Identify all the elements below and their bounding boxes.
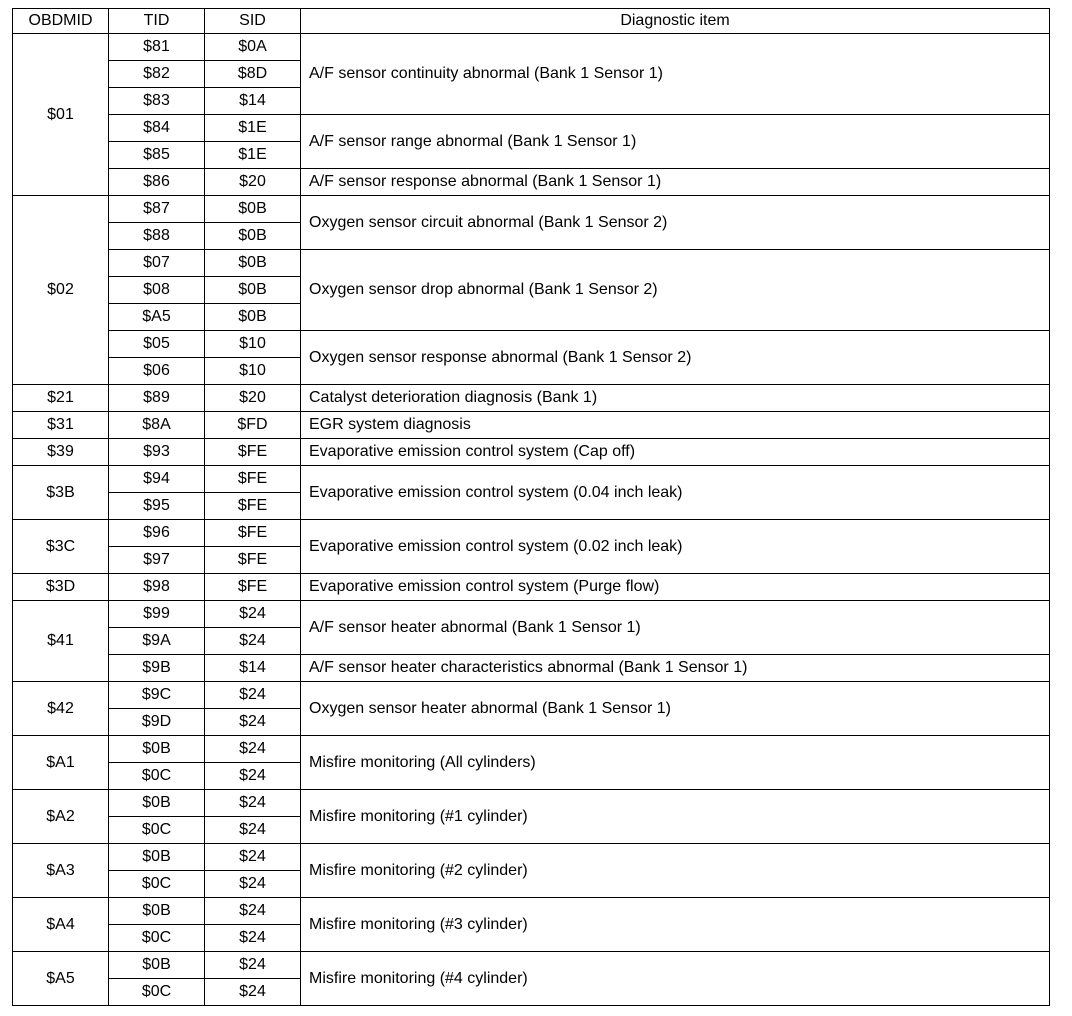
sid-cell: $24 <box>205 871 301 898</box>
diagnostic-item-cell: A/F sensor heater characteristics abnormal (Bank 1 Sensor 1) <box>301 655 1050 682</box>
table-row <box>13 250 1050 277</box>
tid-cell: $86 <box>109 169 205 196</box>
table-row <box>13 34 1050 61</box>
table-row <box>13 790 1050 817</box>
sid-cell: $24 <box>205 709 301 736</box>
sid-cell: $14 <box>205 655 301 682</box>
tid-cell: $0C <box>109 925 205 952</box>
tid-cell: $95 <box>109 493 205 520</box>
tid-cell: $0B <box>109 952 205 979</box>
tid-cell: $0C <box>109 763 205 790</box>
tid-cell: $81 <box>109 34 205 61</box>
table-row <box>13 412 1050 439</box>
header-sid: SID <box>205 9 301 34</box>
tid-cell: $83 <box>109 88 205 115</box>
diagnostic-item-cell: Evaporative emission control system (0.02 inch leak) <box>301 520 1050 574</box>
diagnostic-item-cell: A/F sensor response abnormal (Bank 1 Sensor 1) <box>301 169 1050 196</box>
sid-cell: $FE <box>205 493 301 520</box>
diagnostic-item-cell: Oxygen sensor heater abnormal (Bank 1 Sensor 1) <box>301 682 1050 736</box>
tid-cell: $0C <box>109 979 205 1006</box>
diagnostic-item-cell: Misfire monitoring (#1 cylinder) <box>301 790 1050 844</box>
diagnostic-item-cell: A/F sensor continuity abnormal (Bank 1 Sensor 1) <box>301 34 1050 115</box>
tid-cell: $0B <box>109 790 205 817</box>
diagnostic-item-cell: Oxygen sensor circuit abnormal (Bank 1 Sensor 2) <box>301 196 1050 250</box>
obdmid-cell: $42 <box>13 682 109 736</box>
diagnostic-item-cell: Evaporative emission control system (Purge flow) <box>301 574 1050 601</box>
obdmid-cell: $01 <box>13 34 109 196</box>
obdmid-cell: $41 <box>13 601 109 682</box>
table-row <box>13 736 1050 763</box>
diagnostic-item-cell: Evaporative emission control system (0.04 inch leak) <box>301 466 1050 520</box>
sid-cell: $24 <box>205 763 301 790</box>
obdmid-cell: $3C <box>13 520 109 574</box>
tid-cell: $89 <box>109 385 205 412</box>
diagnostic-item-cell: Evaporative emission control system (Cap off) <box>301 439 1050 466</box>
table-body <box>13 34 1050 1006</box>
tid-cell: $99 <box>109 601 205 628</box>
sid-cell: $1E <box>205 115 301 142</box>
sid-cell: $20 <box>205 385 301 412</box>
tid-cell: $93 <box>109 439 205 466</box>
table-row <box>13 574 1050 601</box>
sid-cell: $24 <box>205 601 301 628</box>
sid-cell: $24 <box>205 952 301 979</box>
sid-cell: $24 <box>205 628 301 655</box>
tid-cell: $05 <box>109 331 205 358</box>
sid-cell: $0B <box>205 277 301 304</box>
table-row <box>13 196 1050 223</box>
tid-cell: $06 <box>109 358 205 385</box>
tid-cell: $84 <box>109 115 205 142</box>
table-row <box>13 169 1050 196</box>
table-row <box>13 682 1050 709</box>
sid-cell: $14 <box>205 88 301 115</box>
header-tid: TID <box>109 9 205 34</box>
diagnostic-item-cell: Oxygen sensor drop abnormal (Bank 1 Sensor 2) <box>301 250 1050 331</box>
obdmid-cell: $A2 <box>13 790 109 844</box>
tid-cell: $82 <box>109 61 205 88</box>
diagnostic-item-cell: EGR system diagnosis <box>301 412 1050 439</box>
tid-cell: $96 <box>109 520 205 547</box>
tid-cell: $9B <box>109 655 205 682</box>
diagnostic-item-cell: A/F sensor heater abnormal (Bank 1 Sensor 1) <box>301 601 1050 655</box>
tid-cell: $9C <box>109 682 205 709</box>
table-row <box>13 115 1050 142</box>
table-row <box>13 466 1050 493</box>
tid-cell: $08 <box>109 277 205 304</box>
table-row <box>13 952 1050 979</box>
obdmid-cell: $A5 <box>13 952 109 1006</box>
tid-cell: $0C <box>109 817 205 844</box>
obdmid-cell: $3B <box>13 466 109 520</box>
sid-cell: $20 <box>205 169 301 196</box>
tid-cell: $0C <box>109 871 205 898</box>
sid-cell: $FE <box>205 439 301 466</box>
sid-cell: $1E <box>205 142 301 169</box>
table-row <box>13 385 1050 412</box>
tid-cell: $98 <box>109 574 205 601</box>
obdmid-cell: $39 <box>13 439 109 466</box>
table-row <box>13 601 1050 628</box>
diagnostic-item-cell: A/F sensor range abnormal (Bank 1 Sensor 1) <box>301 115 1050 169</box>
tid-cell: $87 <box>109 196 205 223</box>
sid-cell: $0B <box>205 196 301 223</box>
obdmid-cell: $A4 <box>13 898 109 952</box>
sid-cell: $FE <box>205 547 301 574</box>
sid-cell: $10 <box>205 358 301 385</box>
obdmid-cell: $A3 <box>13 844 109 898</box>
obdmid-cell: $3D <box>13 574 109 601</box>
diagnostic-item-cell: Catalyst deterioration diagnosis (Bank 1) <box>301 385 1050 412</box>
table-row <box>13 520 1050 547</box>
sid-cell: $24 <box>205 979 301 1006</box>
tid-cell: $9A <box>109 628 205 655</box>
sid-cell: $24 <box>205 898 301 925</box>
table-row <box>13 331 1050 358</box>
sid-cell: $0B <box>205 304 301 331</box>
diagnostic-item-cell: Misfire monitoring (#4 cylinder) <box>301 952 1050 1006</box>
diagnostic-item-cell: Oxygen sensor response abnormal (Bank 1 Sensor 2) <box>301 331 1050 385</box>
tid-cell: $85 <box>109 142 205 169</box>
sid-cell: $10 <box>205 331 301 358</box>
sid-cell: $24 <box>205 817 301 844</box>
table-row <box>13 898 1050 925</box>
sid-cell: $0B <box>205 250 301 277</box>
tid-cell: $0B <box>109 844 205 871</box>
header-obdmid: OBDMID <box>13 9 109 34</box>
table-row <box>13 655 1050 682</box>
sid-cell: $24 <box>205 682 301 709</box>
sid-cell: $0A <box>205 34 301 61</box>
tid-cell: $97 <box>109 547 205 574</box>
table-row <box>13 844 1050 871</box>
table-row <box>13 439 1050 466</box>
tid-cell: $0B <box>109 898 205 925</box>
sid-cell: $24 <box>205 925 301 952</box>
tid-cell: $07 <box>109 250 205 277</box>
sid-cell: $8D <box>205 61 301 88</box>
sid-cell: $24 <box>205 790 301 817</box>
sid-cell: $0B <box>205 223 301 250</box>
sid-cell: $FE <box>205 574 301 601</box>
sid-cell: $24 <box>205 844 301 871</box>
obdmid-cell: $21 <box>13 385 109 412</box>
tid-cell: $0B <box>109 736 205 763</box>
tid-cell: $9D <box>109 709 205 736</box>
obdmid-cell: $02 <box>13 196 109 385</box>
diagnostic-table <box>12 8 1050 1006</box>
tid-cell: $88 <box>109 223 205 250</box>
tid-cell: $A5 <box>109 304 205 331</box>
tid-cell: $8A <box>109 412 205 439</box>
sid-cell: $FE <box>205 520 301 547</box>
diagnostic-item-cell: Misfire monitoring (#3 cylinder) <box>301 898 1050 952</box>
header-diagnostic-item: Diagnostic item <box>301 9 1050 34</box>
sid-cell: $FE <box>205 466 301 493</box>
obdmid-cell: $A1 <box>13 736 109 790</box>
sid-cell: $FD <box>205 412 301 439</box>
diagnostic-item-cell: Misfire monitoring (All cylinders) <box>301 736 1050 790</box>
tid-cell: $94 <box>109 466 205 493</box>
obdmid-cell: $31 <box>13 412 109 439</box>
sid-cell: $24 <box>205 736 301 763</box>
diagnostic-item-cell: Misfire monitoring (#2 cylinder) <box>301 844 1050 898</box>
table-header-row <box>13 9 1050 34</box>
